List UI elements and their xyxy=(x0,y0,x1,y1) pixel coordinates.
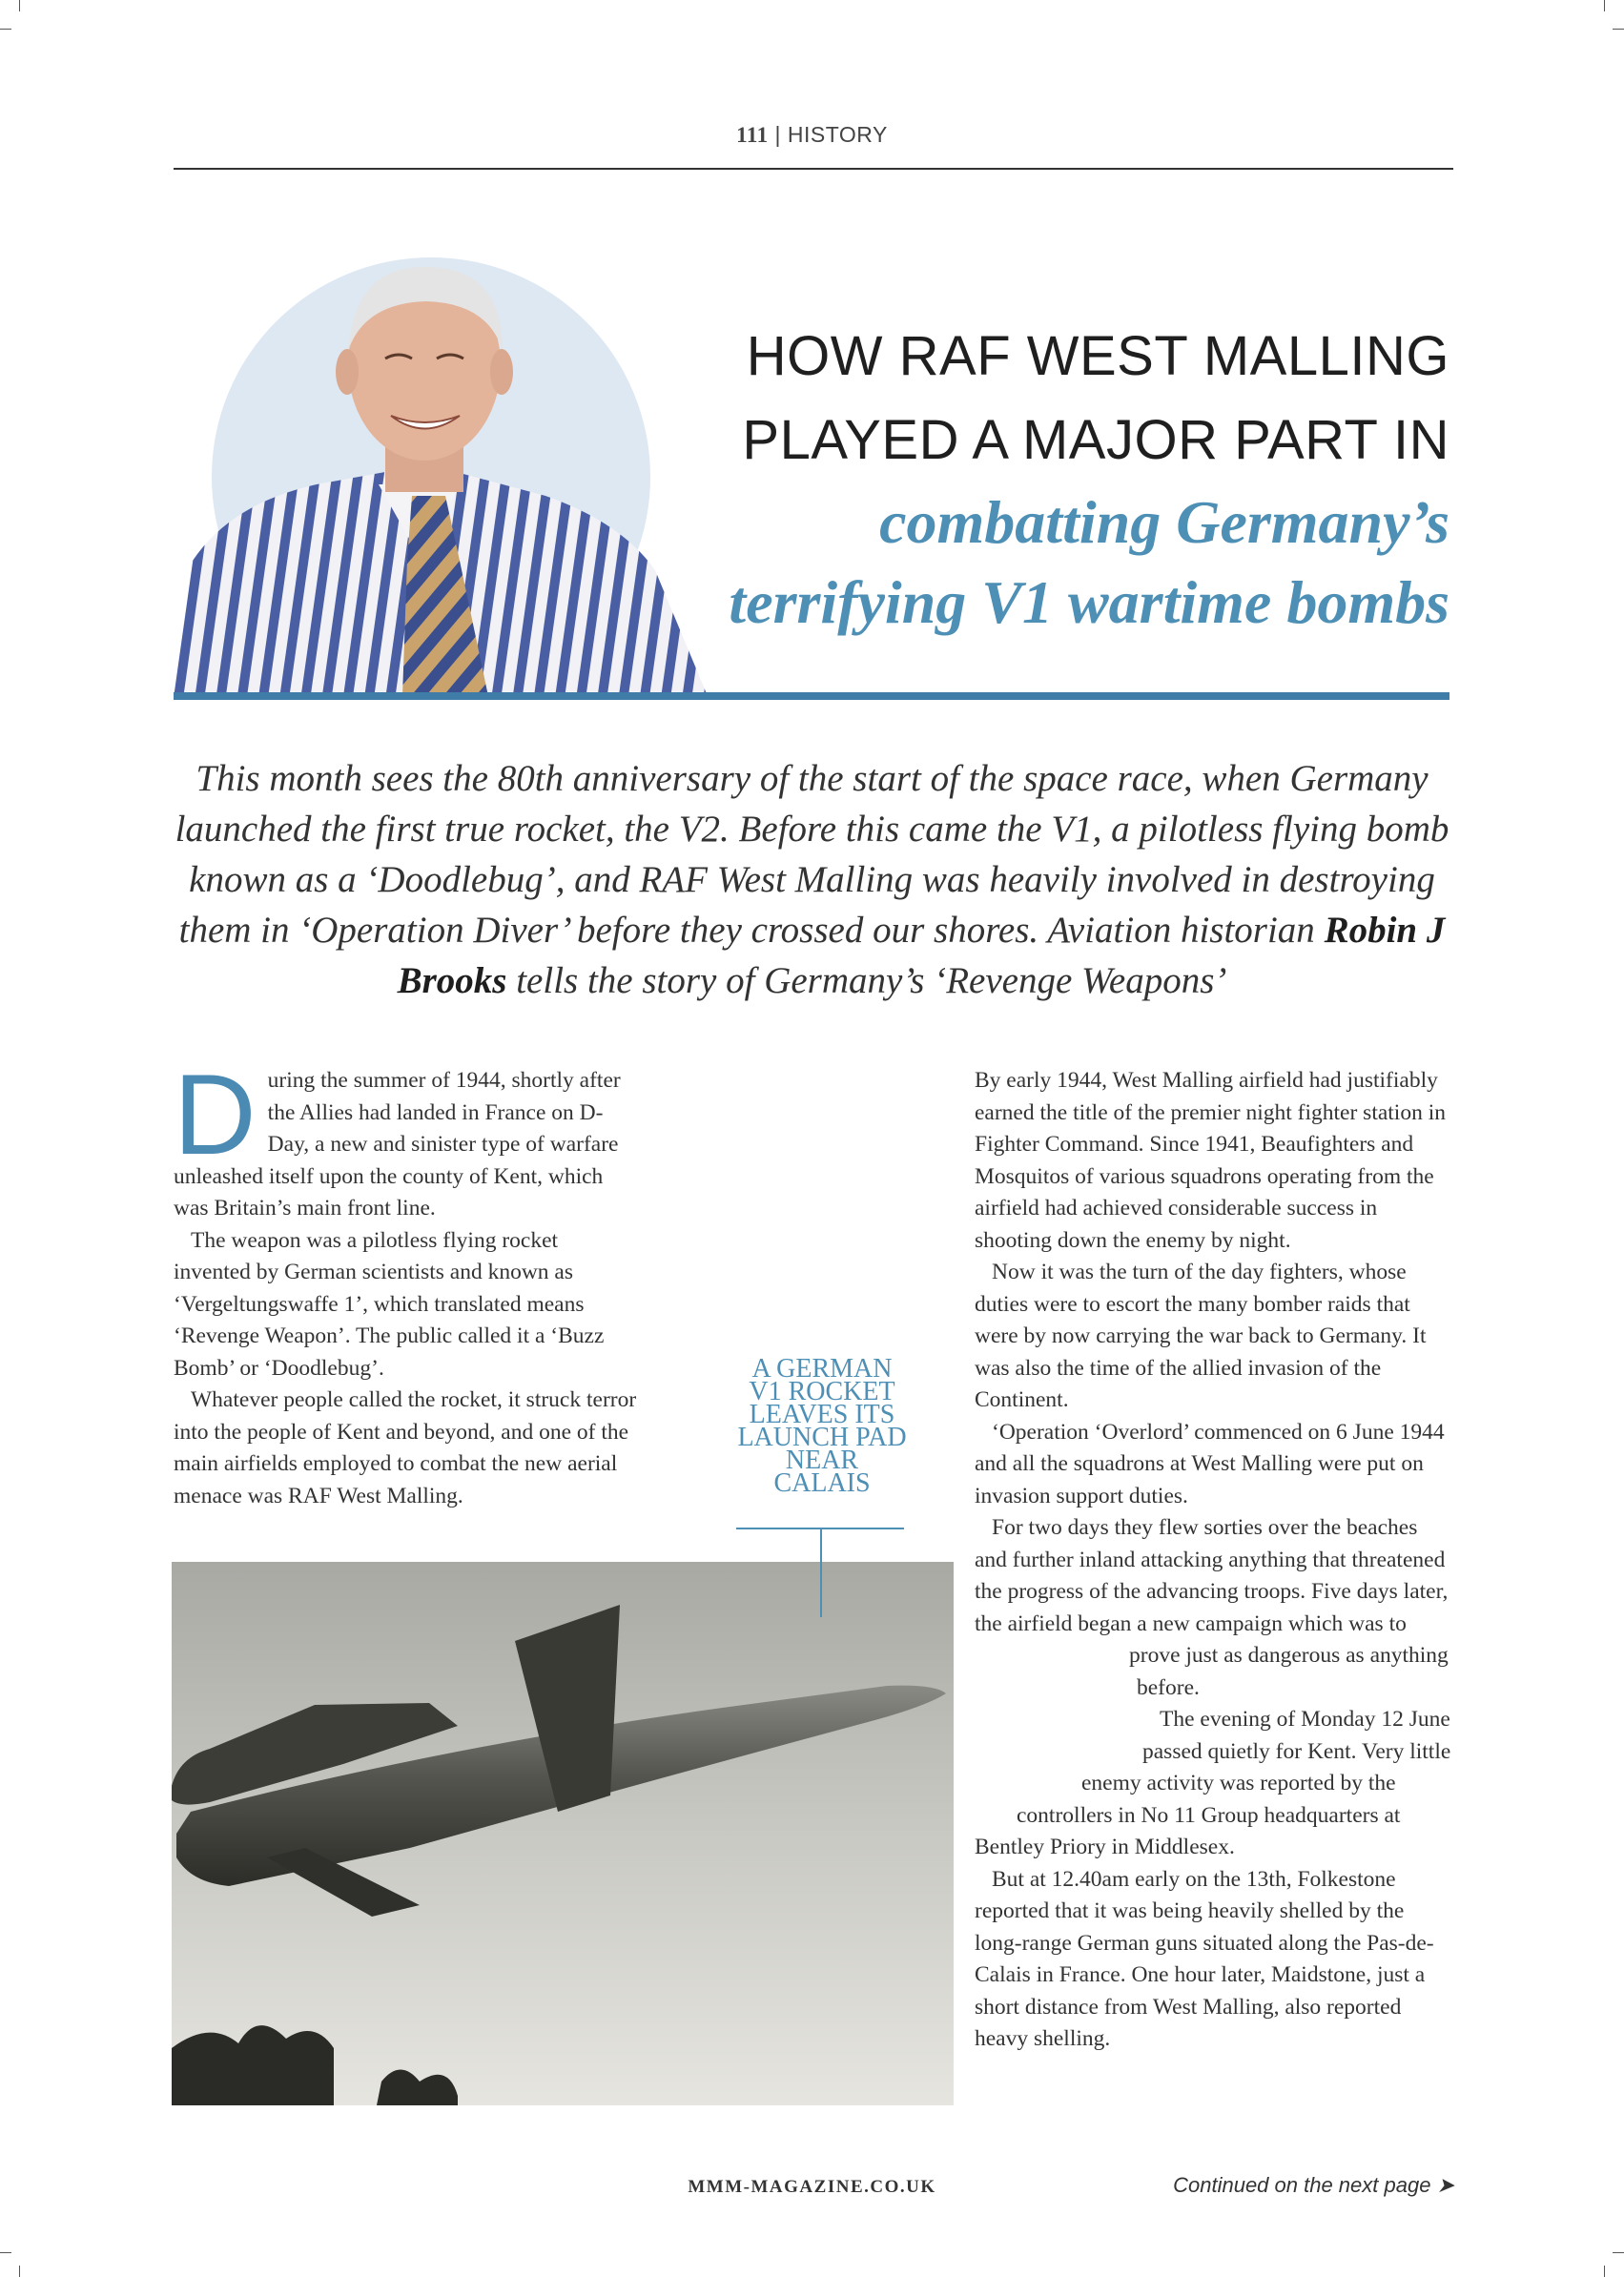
headline xyxy=(687,315,1449,643)
headline-line-1: HOW RAF WEST MALLING xyxy=(746,325,1449,387)
drop-cap: D xyxy=(174,1051,257,1179)
body-paragraph: The evening of Monday 12 June passed quietly for Kent. Very little enemy activity was reported by the controllers in No 11 Group headquarters at Bentley Priory in Middlesex. xyxy=(975,1707,1451,1859)
crop-mark xyxy=(19,0,20,11)
body-paragraph: For two days they flew sorties over the beaches and further inland attacking anything that threatened the progress of the advancing troops. Five days later, the airfield began a new campaign which was to prove just as dangerous as anything before. xyxy=(975,1515,1449,1700)
crop-mark xyxy=(0,29,11,30)
standfirst-text: This month sees the 80th anniversary of the start of the space race, when Germany launched the first true rocket, the V2. Before this came the V1, a pilotless flying bomb known as a ‘Doodlebug’, and RAF West Malling was heavily involved in destroying them in ‘Operation Diver’ before they crossed our shores. Aviation historian xyxy=(175,758,1449,951)
continued-text: Continued on the next page xyxy=(1173,2173,1431,2197)
standfirst-text-end: tells the story of Germany’s ‘Revenge Weapons’ xyxy=(506,960,1227,1001)
crop-mark xyxy=(1613,2252,1624,2253)
author-name: Robin J Brooks xyxy=(397,910,1446,1001)
headline-line-3: combatting Germany’s xyxy=(879,488,1449,556)
author-portrait xyxy=(174,246,708,696)
body-paragraph: The weapon was a pilotless flying rocket invented by German scientists and known as ‘Vergeltungswaffe 1’, which translated means ‘Revenge Weapon’. The public called it a ‘Buzz Bomb’ or ‘Doodlebug’. xyxy=(174,1227,605,1381)
body-paragraph: Now it was the turn of the day fighters, whose duties were to escort the many bomber raids that were by now carrying the war back to Germany. It was also the time of the allied invasion of the Continent. xyxy=(975,1260,1427,1412)
caption-pointer-line xyxy=(820,1529,822,1617)
crop-mark xyxy=(1604,2266,1605,2277)
v1-rocket-photo xyxy=(172,1562,1125,2105)
headline-rule xyxy=(174,692,1449,700)
section-name: HISTORY xyxy=(787,122,888,147)
arrow-right-icon: ➤ xyxy=(1436,2173,1454,2197)
body-paragraph: But at 12.40am early on the 13th, Folkestone reported that it was being heavily shelled by the long-range German guns situated along the Pas-de-Calais in France. One hour later, Maidstone, just a short distance from West Malling, also reported heavy shelling. xyxy=(975,1866,1434,2051)
photo-caption: A GERMAN V1 ROCKET LEAVES ITS LAUNCH PAD NEAR CALAIS xyxy=(737,1354,907,1498)
header-rule xyxy=(174,168,1453,170)
body-paragraph: During the summer of 1944, shortly after the Allies had landed in France on D-Day, a new and sinister type of warfare unleashed itself upon the county of Kent, which was Britain’s main front line. xyxy=(174,1051,621,1221)
page-number: 111 xyxy=(736,123,769,147)
continued-note xyxy=(1125,2173,1454,2198)
body-column-1 xyxy=(174,1051,639,1512)
body-paragraph: By early 1944, West Malling airfield had justifiably earned the title of the premier night fighter station in Fighter Command. Since 1941, Beaufighters and Mosquitos of various squadrons operating from the airfield had achieved considerable success in shooting down the enemy by night. xyxy=(975,1068,1446,1253)
headline-line-2: PLAYED A MAJOR PART IN xyxy=(742,409,1449,471)
footer-url: MMM-MAGAZINE.CO.UK xyxy=(688,2177,936,2197)
crop-mark xyxy=(1613,29,1624,30)
body-paragraph: ‘Operation ‘Overlord’ commenced on 6 June 1944 and all the squadrons at West Malling were put on invasion support duties. xyxy=(975,1419,1445,1508)
standfirst xyxy=(172,753,1452,1006)
running-head xyxy=(0,122,1624,148)
headline-line-4: terrifying V1 wartime bombs xyxy=(729,568,1449,636)
crop-mark xyxy=(19,2266,20,2277)
running-head-separator: | xyxy=(774,122,782,147)
body-paragraph: Whatever people called the rocket, it struck terror into the people of Kent and beyond, and one of the main airfields employed to combat the new aerial menace was RAF West Malling. xyxy=(174,1387,637,1508)
crop-mark xyxy=(1604,0,1605,11)
crop-mark xyxy=(0,2252,11,2253)
